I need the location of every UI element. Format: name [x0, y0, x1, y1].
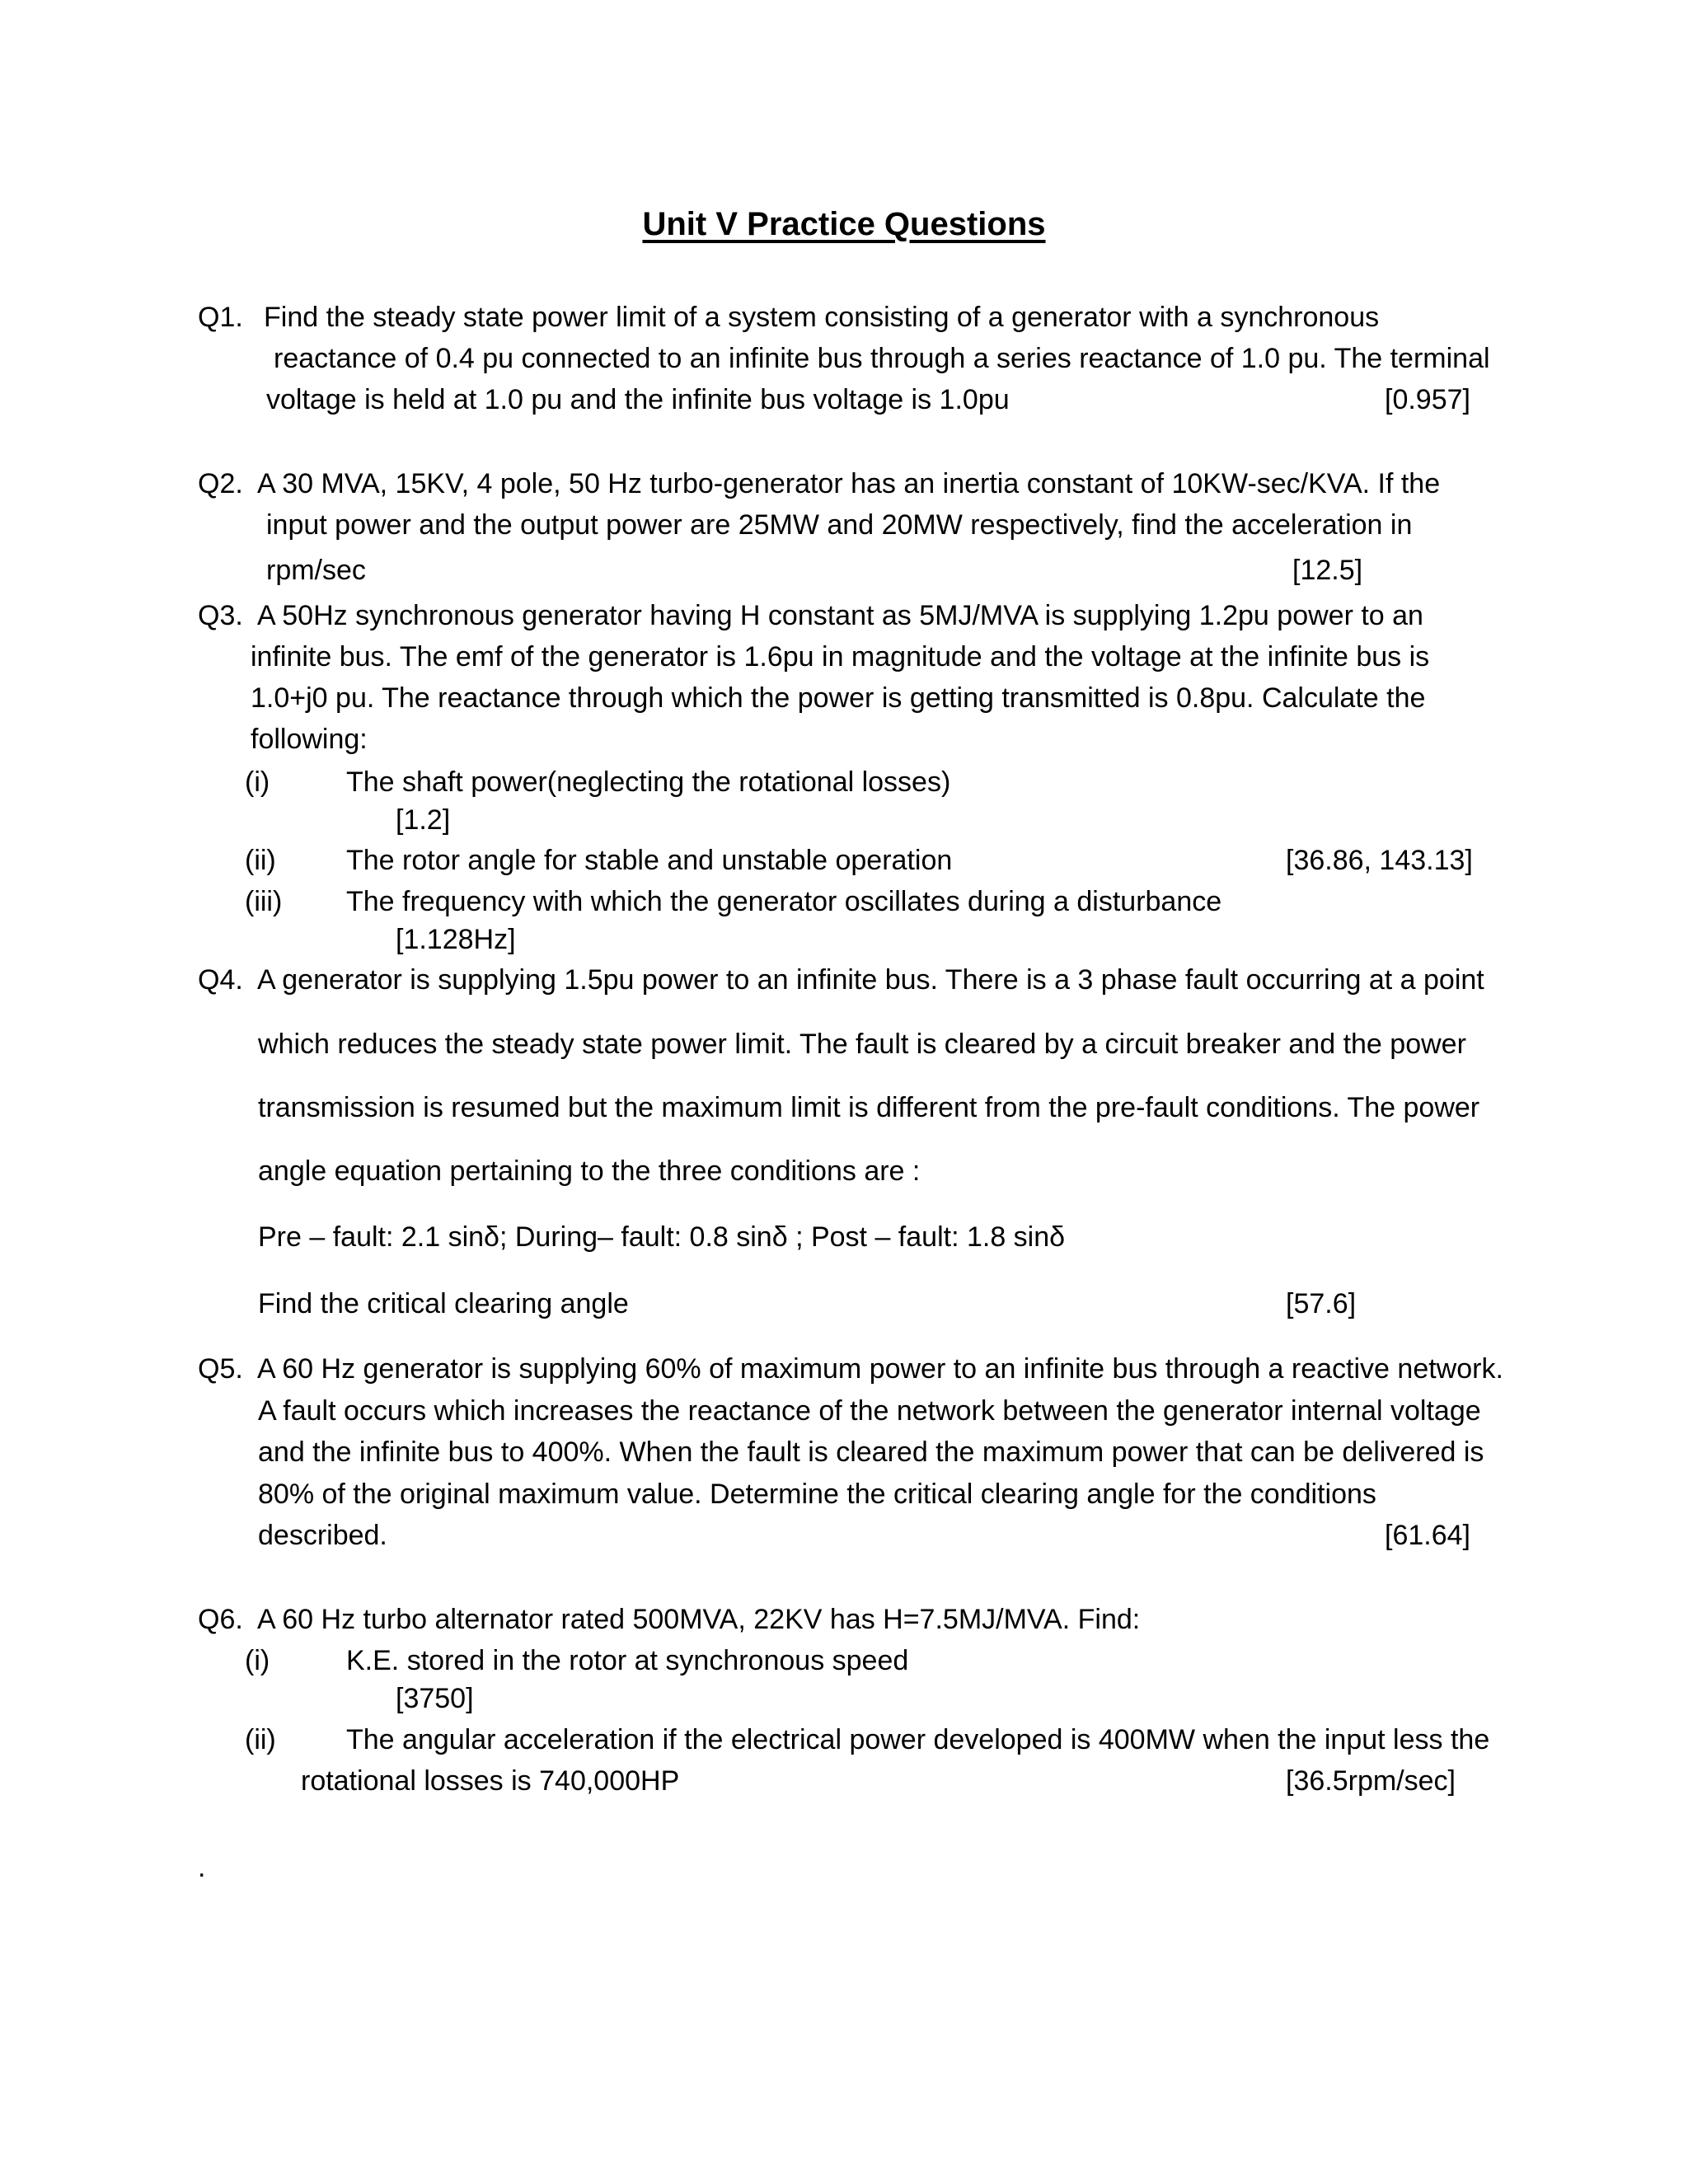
power-angle-equations: Pre – fault: 2.1 sinδ; During– fault: 0.8 sinδ ; Post – fault: 1.8 sinδ: [258, 1221, 1066, 1253]
question-text-line: following:: [251, 724, 368, 755]
question-text-line: A fault occurs which increases the reactance of the network between the generator internal voltage: [258, 1395, 1481, 1427]
trailing-period: .: [198, 1852, 206, 1883]
sub-item-text: rotational losses is 740,000HP: [301, 1765, 680, 1797]
answer: [0.957]: [1385, 384, 1470, 415]
sub-item-number: (iii): [245, 886, 283, 917]
question-text-line: voltage is held at 1.0 pu and the infinite bus voltage is 1.0pu: [266, 384, 1010, 415]
question-label: Q4.: [198, 964, 243, 996]
sub-item-number: (i): [245, 1645, 270, 1676]
sub-item-number: (ii): [245, 1724, 276, 1755]
question-text-line: A generator is supplying 1.5pu power to an infinite bus. There is a 3 phase fault occurring at a point: [257, 964, 1484, 996]
answer: [1.128Hz]: [396, 924, 516, 955]
question-text-line: and the infinite bus to 400%. When the fault is cleared the maximum power that can be delivered is: [258, 1436, 1484, 1468]
question-text-line: Find the critical clearing angle: [258, 1288, 629, 1319]
question-label: Q1.: [198, 302, 243, 333]
question-text-line: A 50Hz synchronous generator having H constant as 5MJ/MVA is supplying 1.2pu power to an: [257, 600, 1423, 631]
answer: [57.6]: [1286, 1288, 1357, 1319]
question-text-line: 1.0+j0 pu. The reactance through which the power is getting transmitted is 0.8pu. Calculate the: [251, 682, 1426, 714]
answer: [61.64]: [1385, 1520, 1470, 1551]
question-text-line: A 30 MVA, 15KV, 4 pole, 50 Hz turbo-generator has an inertia constant of 10KW-sec/KVA. If the: [257, 468, 1441, 499]
question-text-line: A 60 Hz generator is supplying 60% of maximum power to an infinite bus through a reactive network.: [257, 1353, 1503, 1385]
question-text-line: A 60 Hz turbo alternator rated 500MVA, 22KV has H=7.5MJ/MVA. Find:: [257, 1604, 1141, 1635]
question-text-line: input power and the output power are 25MW and 20MW respectively, find the acceleration in: [266, 509, 1413, 541]
sub-item-text: K.E. stored in the rotor at synchronous speed: [346, 1645, 909, 1676]
page-title: Unit V Practice Questions: [642, 206, 1046, 242]
question-label: Q2.: [198, 468, 243, 499]
question-text-line: 80% of the original maximum value. Determine the critical clearing angle for the conditions: [258, 1479, 1376, 1510]
sub-item-text: The angular acceleration if the electrical power developed is 400MW when the input less the: [346, 1724, 1490, 1755]
answer: [1.2]: [396, 804, 451, 836]
answer: [36.86, 143.13]: [1286, 845, 1473, 876]
answer: [3750]: [396, 1683, 474, 1714]
question-text-line: described.: [258, 1520, 387, 1551]
question-text-line: transmission is resumed but the maximum limit is different from the pre-fault conditions. The power: [258, 1092, 1480, 1123]
answer: [12.5]: [1292, 555, 1363, 586]
sub-item-number: (ii): [245, 845, 276, 876]
sub-item-text: The shaft power(neglecting the rotational losses): [346, 766, 951, 798]
question-label: Q5.: [198, 1353, 243, 1385]
question-label: Q6.: [198, 1604, 243, 1635]
question-text-line: Find the steady state power limit of a system consisting of a generator with a synchronous: [264, 302, 1380, 333]
sub-item-text: The rotor angle for stable and unstable operation: [346, 845, 953, 876]
question-text-line: infinite bus. The emf of the generator is 1.6pu in magnitude and the voltage at the infinite bus is: [251, 641, 1430, 673]
question-label: Q3.: [198, 600, 243, 631]
question-text-line: reactance of 0.4 pu connected to an infinite bus through a series reactance of 1.0 pu. The terminal: [274, 343, 1490, 374]
answer: [36.5rpm/sec]: [1286, 1765, 1456, 1797]
question-text-line: rpm/sec: [266, 555, 366, 586]
sub-item-text: The frequency with which the generator oscillates during a disturbance: [346, 886, 1222, 917]
question-text-line: angle equation pertaining to the three conditions are :: [258, 1155, 921, 1187]
sub-item-number: (i): [245, 766, 270, 798]
question-text-line: which reduces the steady state power limit. The fault is cleared by a circuit breaker and the power: [258, 1029, 1466, 1060]
